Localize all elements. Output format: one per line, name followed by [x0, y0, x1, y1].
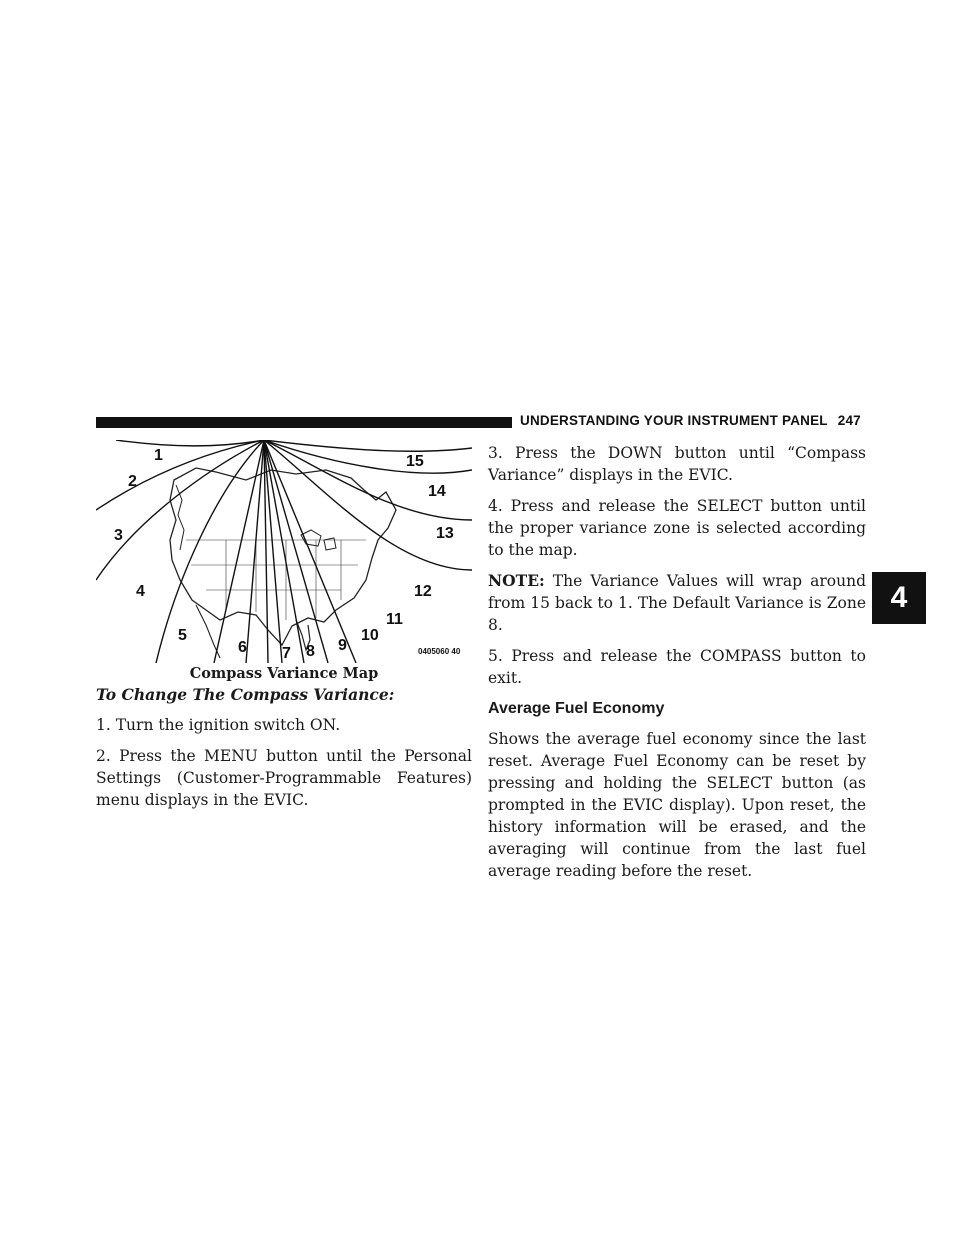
zone-label-12: 12: [414, 583, 432, 600]
zone-label-1: 1: [154, 447, 163, 464]
compass-variance-map: [96, 440, 472, 663]
step-3: 3. Press the DOWN button until “Compass Variance” displays in the EVIC.: [488, 444, 866, 484]
note: [488, 570, 866, 636]
zone-label-9: 9: [338, 637, 347, 654]
step-1: 1. Turn the ignition switch ON.: [96, 716, 341, 734]
zone-label-3: 3: [114, 527, 123, 544]
running-header: [520, 413, 861, 428]
zone-label-11: 11: [386, 611, 403, 628]
zone-label-6: 6: [238, 639, 247, 656]
section-body: Shows the average fuel economy since the last reset. Average Fuel Economy can be reset by pressing and holding the SELECT button (as prompted in the EVIC display). Upon reset, the history information will be erased, and the averaging will continue from the last fuel average reading before the reset.: [488, 730, 866, 880]
page-number: 247: [837, 413, 861, 428]
zone-label-15: 15: [406, 453, 424, 470]
image-code: 0405060 40: [418, 647, 461, 656]
section-title: UNDERSTANDING YOUR INSTRUMENT PANEL: [520, 413, 828, 428]
note-label: NOTE:: [488, 571, 545, 590]
zone-label-7: 7: [282, 645, 291, 662]
step-5: 5. Press and release the COMPASS button to exit.: [488, 647, 866, 687]
zone-label-4: 4: [136, 583, 145, 600]
step-2: 2. Press the MENU button until the Personal Settings (Customer-Programmable Features) menu displays in the EVIC.: [96, 747, 472, 809]
zone-label-5: 5: [178, 627, 187, 644]
note-text: The Variance Values will wrap around from 15 back to 1. The Default Variance is Zone 8.: [488, 572, 866, 634]
right-column: [488, 442, 866, 891]
figure-caption: Compass Variance Map: [189, 665, 379, 682]
procedure-heading: To Change The Compass Variance:: [96, 685, 395, 704]
section-heading: Average Fuel Economy: [488, 700, 665, 717]
header-rule: [96, 417, 512, 428]
chapter-tab: 4: [872, 572, 926, 624]
left-column: [96, 684, 472, 820]
zone-label-8: 8: [306, 643, 315, 660]
zone-label-13: 13: [436, 525, 454, 542]
step-4: 4. Press and release the SELECT button until the proper variance zone is selected according to the map.: [488, 497, 866, 559]
zone-label-14: 14: [428, 483, 446, 500]
zone-label-2: 2: [128, 473, 137, 490]
zone-label-10: 10: [361, 627, 379, 644]
